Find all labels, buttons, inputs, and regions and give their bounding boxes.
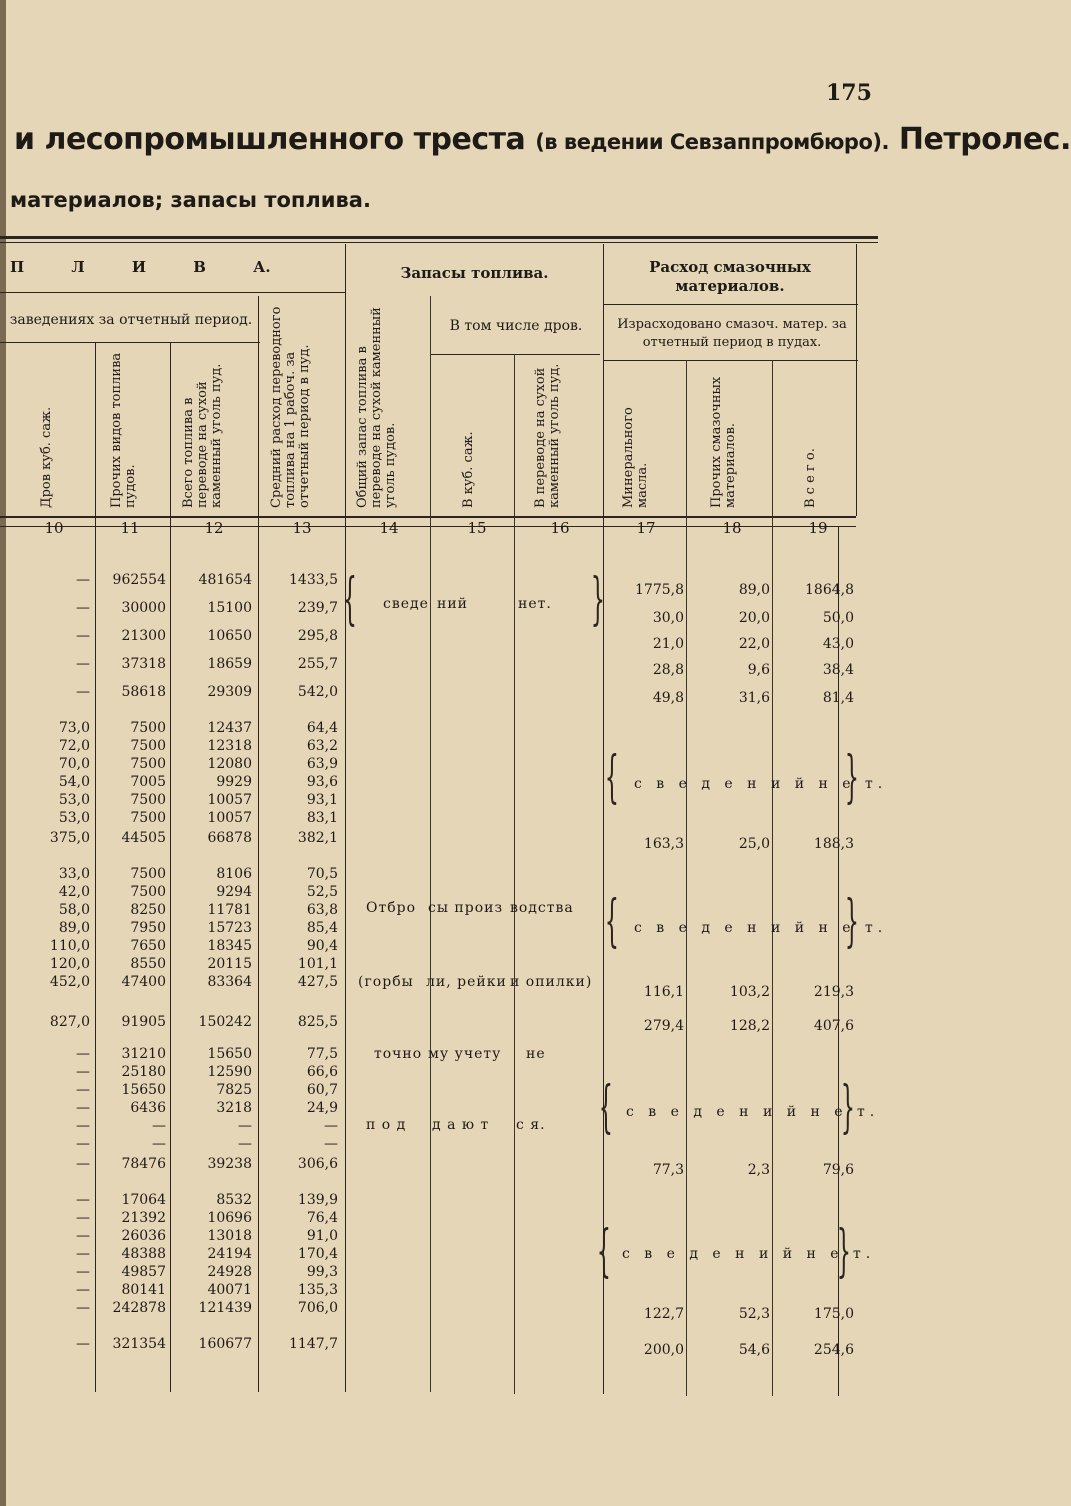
cell-c18: 2,3 bbox=[747, 1162, 770, 1178]
header-rule-4 bbox=[430, 354, 600, 355]
cell-c12: 15723 bbox=[207, 920, 252, 936]
cell-c13: 1433,5 bbox=[289, 572, 338, 588]
cell-c10: — bbox=[76, 1264, 90, 1280]
cell-c12: 24194 bbox=[207, 1246, 252, 1262]
cell-c13: 93,1 bbox=[306, 792, 338, 808]
cell-c18: 52,3 bbox=[738, 1306, 770, 1322]
cell-c11: — bbox=[152, 1136, 166, 1152]
note-lub-no-data-3: с в е д е н и й н е т. bbox=[626, 1104, 880, 1120]
cell-c13: 706,0 bbox=[297, 1300, 338, 1316]
table-right-rule bbox=[856, 244, 857, 516]
col-divider-18 bbox=[686, 360, 687, 1396]
cell-c13: 93,6 bbox=[306, 774, 338, 790]
header-col16: В переводе на сухой каменный уголь пуд. bbox=[533, 363, 562, 508]
column-number-11: 11 bbox=[120, 519, 140, 537]
brace-right-2: } bbox=[844, 745, 859, 810]
cell-c19: 254,6 bbox=[813, 1342, 854, 1358]
cell-c18: 54,6 bbox=[738, 1342, 770, 1358]
cell-c10: — bbox=[76, 1046, 90, 1062]
page-title-line2: материалов; запасы топлива. bbox=[10, 188, 371, 212]
note-no-data-a: сведе bbox=[383, 596, 429, 612]
cell-c10: 89,0 bbox=[58, 920, 90, 936]
cell-c11: 26036 bbox=[121, 1228, 166, 1244]
column-number-16: 16 bbox=[550, 519, 570, 537]
header-col11: Прочих видов топлива пудов. bbox=[109, 352, 138, 508]
cell-c12: 3218 bbox=[216, 1100, 252, 1116]
cell-c17: 30,0 bbox=[652, 610, 684, 626]
cell-c10: — bbox=[76, 1118, 90, 1134]
header-col12: Всего топлива в переводе на сухой каменный уголь пуд. bbox=[181, 363, 224, 508]
cell-c11: 49857 bbox=[121, 1264, 166, 1280]
col-divider-14 bbox=[345, 244, 346, 1392]
cell-c11: 30000 bbox=[121, 600, 166, 616]
header-col17: Минерального масла. bbox=[621, 407, 650, 508]
cell-c11: 7500 bbox=[130, 866, 166, 882]
cell-c12: 83364 bbox=[207, 974, 252, 990]
column-number-19: 19 bbox=[808, 519, 828, 537]
cell-c11: 7500 bbox=[130, 792, 166, 808]
cell-c10: — bbox=[76, 1156, 90, 1172]
cell-c19: 79,6 bbox=[822, 1162, 854, 1178]
cell-c12: 160677 bbox=[198, 1336, 252, 1352]
cell-c19: 407,6 bbox=[813, 1018, 854, 1034]
cell-c13: 63,2 bbox=[306, 738, 338, 754]
cell-c13: 91,0 bbox=[306, 1228, 338, 1244]
note-waste-2a: (горбы bbox=[358, 974, 414, 990]
cell-c13: 76,4 bbox=[306, 1210, 338, 1226]
cell-c10: 120,0 bbox=[49, 956, 90, 972]
cell-c10: 53,0 bbox=[58, 810, 90, 826]
cell-c17: 116,1 bbox=[643, 984, 684, 1000]
cell-c10: 375,0 bbox=[49, 830, 90, 846]
title-part-a: и лесопромышленного треста bbox=[14, 122, 526, 157]
cell-c13: 90,4 bbox=[306, 938, 338, 954]
column-number-14: 14 bbox=[379, 519, 399, 537]
cell-c11: 37318 bbox=[121, 656, 166, 672]
cell-c11: 7650 bbox=[130, 938, 166, 954]
cell-c19: 219,3 bbox=[813, 984, 854, 1000]
cell-c12: 18659 bbox=[207, 656, 252, 672]
cell-c12: 12437 bbox=[207, 720, 252, 736]
cell-c13: 63,8 bbox=[306, 902, 338, 918]
cell-c10: — bbox=[76, 572, 90, 588]
cell-c10: — bbox=[76, 1064, 90, 1080]
cell-c13: 77,5 bbox=[306, 1046, 338, 1062]
brace-left-5: { bbox=[596, 1219, 611, 1284]
cell-c10: — bbox=[76, 1082, 90, 1098]
cell-c12: 10057 bbox=[207, 792, 252, 808]
cell-c11: 47400 bbox=[121, 974, 166, 990]
cell-c12: 10057 bbox=[207, 810, 252, 826]
note-acct-1c: не bbox=[526, 1046, 546, 1062]
cell-c12: 121439 bbox=[198, 1300, 252, 1316]
brace-right-4: } bbox=[840, 1075, 855, 1140]
cell-c13: 427,5 bbox=[297, 974, 338, 990]
header-stock-group: Запасы топлива. bbox=[400, 264, 549, 282]
cell-c17: 77,3 bbox=[652, 1162, 684, 1178]
cell-c12: 24928 bbox=[207, 1264, 252, 1280]
cell-c13: — bbox=[324, 1136, 338, 1152]
cell-c10: — bbox=[76, 1300, 90, 1316]
cell-c11: 7500 bbox=[130, 810, 166, 826]
cell-c17: 163,3 bbox=[643, 836, 684, 852]
cell-c10: — bbox=[76, 1136, 90, 1152]
column-number-10: 10 bbox=[44, 519, 64, 537]
cell-c10: 58,0 bbox=[58, 902, 90, 918]
cell-c11: 21300 bbox=[121, 628, 166, 644]
cell-c11: 7005 bbox=[130, 774, 166, 790]
cell-c12: 15100 bbox=[207, 600, 252, 616]
cell-c18: 31,6 bbox=[738, 690, 770, 706]
column-number-15: 15 bbox=[467, 519, 487, 537]
cell-c12: 8532 bbox=[216, 1192, 252, 1208]
cell-c12: 10696 bbox=[207, 1210, 252, 1226]
cell-c11: 242878 bbox=[112, 1300, 166, 1316]
col-divider-11 bbox=[95, 342, 96, 1392]
title-part-b: (в ведении Севзаппромбюро). bbox=[535, 130, 889, 154]
cell-c13: 382,1 bbox=[297, 830, 338, 846]
col-divider-16 bbox=[514, 354, 515, 1394]
cell-c11: 7500 bbox=[130, 720, 166, 736]
table-top-rule bbox=[0, 236, 878, 239]
cell-c12: 10650 bbox=[207, 628, 252, 644]
cell-c10: 452,0 bbox=[49, 974, 90, 990]
cell-c13: 52,5 bbox=[306, 884, 338, 900]
cell-c13: 542,0 bbox=[297, 684, 338, 700]
col-divider-12 bbox=[170, 342, 171, 1392]
cell-c10: 110,0 bbox=[49, 938, 90, 954]
header-col19: В с е г о. bbox=[803, 448, 818, 508]
brace-left-3: { bbox=[604, 889, 619, 954]
cell-c19: 175,0 bbox=[813, 1306, 854, 1322]
cell-c11: 78476 bbox=[121, 1156, 166, 1172]
cell-c12: 39238 bbox=[207, 1156, 252, 1172]
note-acct-2a: п о д bbox=[366, 1117, 407, 1133]
note-acct-2b: д а ю т bbox=[432, 1117, 490, 1133]
cell-c11: 15650 bbox=[121, 1082, 166, 1098]
cell-c12: 9294 bbox=[216, 884, 252, 900]
cell-c13: 139,9 bbox=[297, 1192, 338, 1208]
cell-c11: 8550 bbox=[130, 956, 166, 972]
header-rule-3 bbox=[0, 342, 260, 343]
cell-c11: 7500 bbox=[130, 884, 166, 900]
cell-c11: 80141 bbox=[121, 1282, 166, 1298]
cell-c10: — bbox=[76, 600, 90, 616]
cell-c10: 33,0 bbox=[58, 866, 90, 882]
cell-c13: 85,4 bbox=[306, 920, 338, 936]
column-number-17: 17 bbox=[636, 519, 656, 537]
note-waste-1b: сы произ bbox=[428, 900, 504, 916]
col-divider-13 bbox=[258, 296, 259, 1392]
cell-c12: 150242 bbox=[198, 1014, 252, 1030]
cell-c11: 58618 bbox=[121, 684, 166, 700]
cell-c10: 54,0 bbox=[58, 774, 90, 790]
cell-c12: 481654 bbox=[198, 572, 252, 588]
header-lubricant-subgroup: Израсходовано смазоч. матер. за отчетный период в пудах. bbox=[617, 317, 847, 350]
brace-right-3: } bbox=[844, 889, 859, 954]
brace-left-4: { bbox=[598, 1075, 613, 1140]
cell-c13: 825,5 bbox=[297, 1014, 338, 1030]
cell-c13: 24,9 bbox=[306, 1100, 338, 1116]
cell-c12: 12590 bbox=[207, 1064, 252, 1080]
cell-c12: 13018 bbox=[207, 1228, 252, 1244]
cell-c18: 9,6 bbox=[747, 662, 770, 678]
cell-c17: 21,0 bbox=[652, 636, 684, 652]
cell-c18: 22,0 bbox=[738, 636, 770, 652]
page-title-line1 bbox=[14, 122, 1071, 157]
cell-c13: 101,1 bbox=[297, 956, 338, 972]
cell-c19: 50,0 bbox=[822, 610, 854, 626]
cell-c11: 7500 bbox=[130, 738, 166, 754]
cell-c11: 17064 bbox=[121, 1192, 166, 1208]
cell-c12: 12080 bbox=[207, 756, 252, 772]
cell-c11: 31210 bbox=[121, 1046, 166, 1062]
cell-c10: 42,0 bbox=[58, 884, 90, 900]
cell-c13: 60,7 bbox=[306, 1082, 338, 1098]
cell-c12: 29309 bbox=[207, 684, 252, 700]
cell-c12: 12318 bbox=[207, 738, 252, 754]
cell-c13: 70,5 bbox=[306, 866, 338, 882]
title-part-c: Петролес. bbox=[898, 122, 1071, 157]
column-number-rule bbox=[0, 516, 856, 518]
cell-c10: — bbox=[76, 1228, 90, 1244]
cell-c10: — bbox=[76, 1192, 90, 1208]
column-number-13: 13 bbox=[292, 519, 312, 537]
cell-c17: 1775,8 bbox=[635, 582, 684, 598]
header-lubricant-group: Расход смазочных материалов. bbox=[649, 258, 811, 295]
note-lub-no-data-2: с в е д е н и й н е т. bbox=[634, 920, 888, 936]
cell-c17: 200,0 bbox=[643, 1342, 684, 1358]
cell-c19: 38,4 bbox=[822, 662, 854, 678]
cell-c11: 91905 bbox=[121, 1014, 166, 1030]
header-rule-1 bbox=[0, 292, 345, 293]
cell-c13: 239,7 bbox=[297, 600, 338, 616]
cell-c12: — bbox=[238, 1118, 252, 1134]
cell-c13: 1147,7 bbox=[289, 1336, 338, 1352]
header-fuel-group: П Л И В А. bbox=[10, 258, 271, 276]
cell-c18: 89,0 bbox=[738, 582, 770, 598]
cell-c17: 122,7 bbox=[643, 1306, 684, 1322]
cell-c10: 73,0 bbox=[58, 720, 90, 736]
cell-c11: 48388 bbox=[121, 1246, 166, 1262]
cell-c12: 20115 bbox=[207, 956, 252, 972]
note-waste-2b: ли, рейки bbox=[426, 974, 507, 990]
cell-c11: 21392 bbox=[121, 1210, 166, 1226]
cell-c17: 49,8 bbox=[652, 690, 684, 706]
cell-c11: 7950 bbox=[130, 920, 166, 936]
col-divider-15 bbox=[430, 296, 431, 1392]
cell-c11: 7500 bbox=[130, 756, 166, 772]
header-col14: Общий запас топлива в переводе на сухой каменный уголь пудов. bbox=[355, 307, 398, 508]
cell-c11: 6436 bbox=[130, 1100, 166, 1116]
cell-c10: — bbox=[76, 684, 90, 700]
note-acct-2c: с я. bbox=[516, 1117, 546, 1133]
page-number: 175 bbox=[826, 80, 872, 106]
cell-c10: — bbox=[76, 1100, 90, 1116]
cell-c10: — bbox=[76, 628, 90, 644]
cell-c12: 40071 bbox=[207, 1282, 252, 1298]
cell-c10: 53,0 bbox=[58, 792, 90, 808]
header-rule-2 bbox=[603, 304, 858, 305]
cell-c11: 8250 bbox=[130, 902, 166, 918]
cell-c19: 1864,8 bbox=[805, 582, 854, 598]
cell-c18: 128,2 bbox=[729, 1018, 770, 1034]
cell-c10: 827,0 bbox=[49, 1014, 90, 1030]
cell-c11: 321354 bbox=[112, 1336, 166, 1352]
table-top-rule-2 bbox=[0, 242, 878, 243]
cell-c10: — bbox=[76, 1336, 90, 1352]
cell-c13: 255,7 bbox=[297, 656, 338, 672]
cell-c12: 7825 bbox=[216, 1082, 252, 1098]
brace-right-1: } bbox=[590, 567, 605, 632]
cell-c18: 20,0 bbox=[738, 610, 770, 626]
cell-c17: 28,8 bbox=[652, 662, 684, 678]
cell-c13: 135,3 bbox=[297, 1282, 338, 1298]
col-divider-19 bbox=[772, 360, 773, 1396]
cell-c12: 8106 bbox=[216, 866, 252, 882]
cell-c13: 83,1 bbox=[306, 810, 338, 826]
note-no-data-c: нет. bbox=[518, 596, 552, 612]
note-lub-no-data-4: с в е д е н и й н е т. bbox=[622, 1246, 876, 1262]
header-col15: В куб. саж. bbox=[461, 431, 476, 508]
cell-c18: 25,0 bbox=[738, 836, 770, 852]
cell-c10: 70,0 bbox=[58, 756, 90, 772]
note-waste-1c: водства bbox=[510, 900, 574, 916]
cell-c13: 64,4 bbox=[306, 720, 338, 736]
cell-c13: 99,3 bbox=[306, 1264, 338, 1280]
page-edge bbox=[0, 0, 6, 1506]
cell-c19: 43,0 bbox=[822, 636, 854, 652]
header-fuel-subgroup: заведениях за отчетный период. bbox=[9, 312, 253, 328]
cell-c12: — bbox=[238, 1136, 252, 1152]
note-lub-no-data-1: с в е д е н и й н е т. bbox=[634, 776, 888, 792]
cell-c12: 15650 bbox=[207, 1046, 252, 1062]
header-col13: Средний расход переводного топлива на 1 рабоч. за отчетный период в пуд. bbox=[269, 306, 312, 508]
cell-c17: 279,4 bbox=[643, 1018, 684, 1034]
cell-c10: — bbox=[76, 1246, 90, 1262]
cell-c13: 306,6 bbox=[297, 1156, 338, 1172]
note-acct-1a: точно bbox=[374, 1046, 423, 1062]
note-waste-2c: и опилки) bbox=[510, 974, 593, 990]
cell-c19: 188,3 bbox=[813, 836, 854, 852]
cell-c13: 295,8 bbox=[297, 628, 338, 644]
cell-c13: 66,6 bbox=[306, 1064, 338, 1080]
cell-c10: — bbox=[76, 1282, 90, 1298]
cell-c12: 11781 bbox=[207, 902, 252, 918]
cell-c12: 66878 bbox=[207, 830, 252, 846]
brace-left-1: { bbox=[342, 567, 357, 632]
brace-right-5: } bbox=[836, 1219, 851, 1284]
note-no-data-b: ний bbox=[437, 596, 468, 612]
note-acct-1b: му учету bbox=[428, 1046, 502, 1062]
cell-c13: 63,9 bbox=[306, 756, 338, 772]
cell-c10: 72,0 bbox=[58, 738, 90, 754]
column-number-12: 12 bbox=[204, 519, 224, 537]
cell-c11: 44505 bbox=[121, 830, 166, 846]
header-wood-subgroup: В том числе дров. bbox=[449, 318, 583, 334]
cell-c18: 103,2 bbox=[729, 984, 770, 1000]
cell-c11: — bbox=[152, 1118, 166, 1134]
header-col10: Дров куб. саж. bbox=[39, 406, 54, 508]
cell-c12: 9929 bbox=[216, 774, 252, 790]
note-waste-1a: Отбро bbox=[366, 900, 417, 916]
column-number-18: 18 bbox=[722, 519, 742, 537]
cell-c11: 25180 bbox=[121, 1064, 166, 1080]
brace-left-2: { bbox=[604, 745, 619, 810]
cell-c10: — bbox=[76, 656, 90, 672]
cell-c13: 170,4 bbox=[297, 1246, 338, 1262]
cell-c12: 18345 bbox=[207, 938, 252, 954]
cell-c13: — bbox=[324, 1118, 338, 1134]
cell-c11: 962554 bbox=[112, 572, 166, 588]
header-col18: Прочих смазочных материалов. bbox=[709, 376, 738, 508]
cell-c19: 81,4 bbox=[822, 690, 854, 706]
cell-c10: — bbox=[76, 1210, 90, 1226]
